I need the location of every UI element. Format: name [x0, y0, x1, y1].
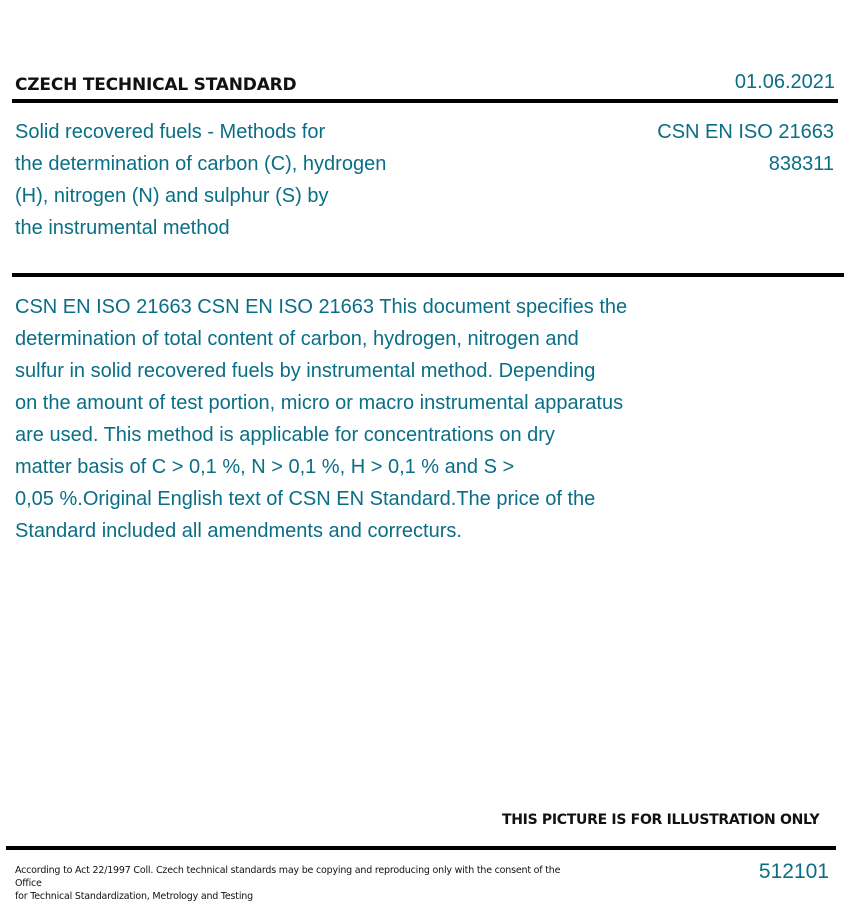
description-line: are used. This method is applicable for concentrations on dry: [15, 424, 555, 446]
catalog-number: 838311: [768, 153, 834, 175]
legal-line: According to Act 22/1997 Coll. Czech technical standards may be copying and reproducing only with the consent of the Office: [15, 865, 561, 889]
document-title: [15, 116, 435, 244]
description-line: on the amount of test portion, micro or macro instrumental apparatus: [15, 392, 624, 414]
product-code: 512101: [758, 860, 829, 883]
description-line: 0,05 %.Original English text of CSN EN Standard.The price of the: [15, 488, 596, 510]
description-line: Standard included all amendments and correcturs.: [15, 520, 462, 542]
legal-line: for Technical Standardization, Metrology and Testing: [15, 891, 253, 902]
description-line: determination of total content of carbon, hydrogen, nitrogen and: [15, 328, 579, 350]
footer-divider: [6, 846, 836, 850]
legal-notice: [15, 864, 585, 903]
issue-date: 01.06.2021: [734, 71, 835, 93]
header-divider: [12, 99, 838, 103]
document-description: [15, 291, 705, 547]
standard-identifiers: [657, 116, 834, 180]
title-line: the instrumental method: [15, 217, 230, 239]
description-line: CSN EN ISO 21663 CSN EN ISO 21663 This document specifies the: [15, 296, 628, 318]
title-line: Solid recovered fuels - Methods for: [15, 121, 326, 143]
description-line: sulfur in solid recovered fuels by instrumental method. Depending: [15, 360, 596, 382]
title-line: (H), nitrogen (N) and sulphur (S) by: [15, 185, 329, 207]
title-line: the determination of carbon (C), hydrogen: [15, 153, 387, 175]
description-line: matter basis of C > 0,1 %, N > 0,1 %, H > 0,1 % and S >: [15, 456, 515, 478]
standard-type-label: CZECH TECHNICAL STANDARD: [15, 75, 297, 95]
title-divider: [12, 273, 844, 277]
illustration-note: THIS PICTURE IS FOR ILLUSTRATION ONLY: [502, 812, 820, 828]
standard-number: CSN EN ISO 21663: [657, 121, 834, 143]
